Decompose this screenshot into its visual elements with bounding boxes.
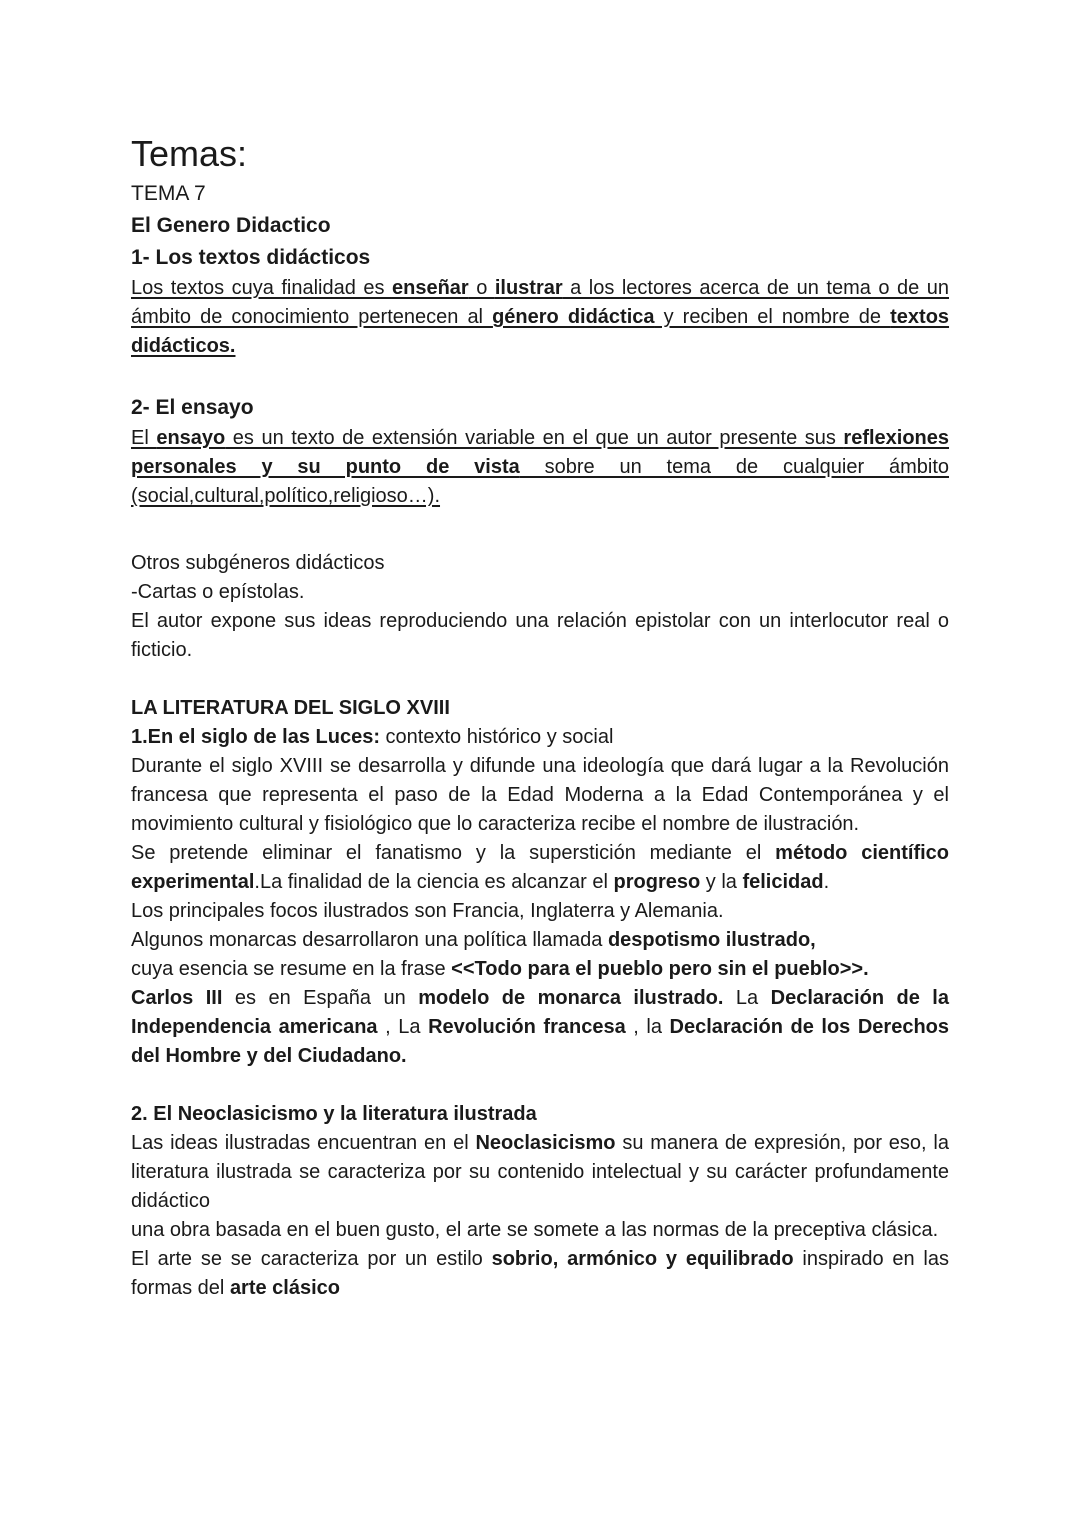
luces-paragraph-1: Durante el siglo XVIII se desarrolla y difunde una ideología que dará lugar a la Revolución francesa que representa el paso de la Edad Moderna a la Edad Contemporánea y el movimiento cultural y fisiológico que lo caracteriza recibe el nombre de ilustración. <box>131 755 949 835</box>
section-2-paragraph: El ensayo es un texto de extensión variable en el que un autor presente sus reflexiones personales y su punto de vista sobre un tema de cualquier ámbito (social,cultural,político,religioso…). <box>131 427 950 507</box>
genre-title: El Genero Didactico <box>131 214 331 237</box>
neo-paragraph-3: El arte se se caracteriza por un estilo sobrio, armónico y equilibrado inspirado en las formas del arte clásico <box>131 1248 949 1299</box>
otros-line-3: El autor expone sus ideas reproduciendo una relación epistolar con un interlocutor real o ficticio. <box>131 610 949 661</box>
section-1-paragraph: Los textos cuya finalidad es enseñar o ilustrar a los lectores acerca de un tema o de un ámbito de conocimiento pertenecen al género didáctica y reciben el nombre de textos didácticos. <box>131 277 950 357</box>
luces-paragraph-6: Carlos III es en España un modelo de monarca ilustrado. La Declaración de la Independencia americana , La Revolución francesa , la Declaración de los Derechos del Hombre y del Ciudadano. <box>131 987 950 1067</box>
luces-paragraph-2: Se pretende eliminar el fanatismo y la superstición mediante el método científico experimental.La finalidad de la ciencia es alcanzar el progreso y la felicidad. <box>131 842 949 893</box>
neoclasicismo-heading: 2. El Neoclasicismo y la literatura ilustrada <box>131 1103 537 1125</box>
luces-paragraph-5: cuya esencia se resume en la frase <<Todo para el pueblo pero sin el pueblo>>. <box>131 958 869 980</box>
tema-label: TEMA 7 <box>131 182 206 205</box>
page-title: Temas: <box>131 133 248 174</box>
otros-line-1: Otros subgéneros didácticos <box>131 552 385 574</box>
otros-line-2: -Cartas o epístolas. <box>131 581 305 603</box>
literatura-heading: LA LITERATURA DEL SIGLO XVIII <box>131 697 450 719</box>
luces-subheading: 1.En el siglo de las Luces: contexto histórico y social <box>131 726 614 748</box>
luces-paragraph-3: Los principales focos ilustrados son Francia, Inglaterra y Alemania. <box>131 900 724 922</box>
section-2-heading: 2- El ensayo <box>131 396 254 419</box>
luces-paragraph-4: Algunos monarcas desarrollaron una política llamada despotismo ilustrado, <box>131 929 816 951</box>
neo-paragraph-2: una obra basada en el buen gusto, el arte se somete a las normas de la preceptiva clásica. <box>131 1219 939 1241</box>
section-1-heading: 1- Los textos didácticos <box>131 246 371 269</box>
document-page <box>131 130 949 1303</box>
neo-paragraph-1: Las ideas ilustradas encuentran en el Neoclasicismo su manera de expresión, por eso, la literatura ilustrada se caracteriza por su contenido intelectual y su carácter profundamente didáctico <box>131 1132 949 1212</box>
